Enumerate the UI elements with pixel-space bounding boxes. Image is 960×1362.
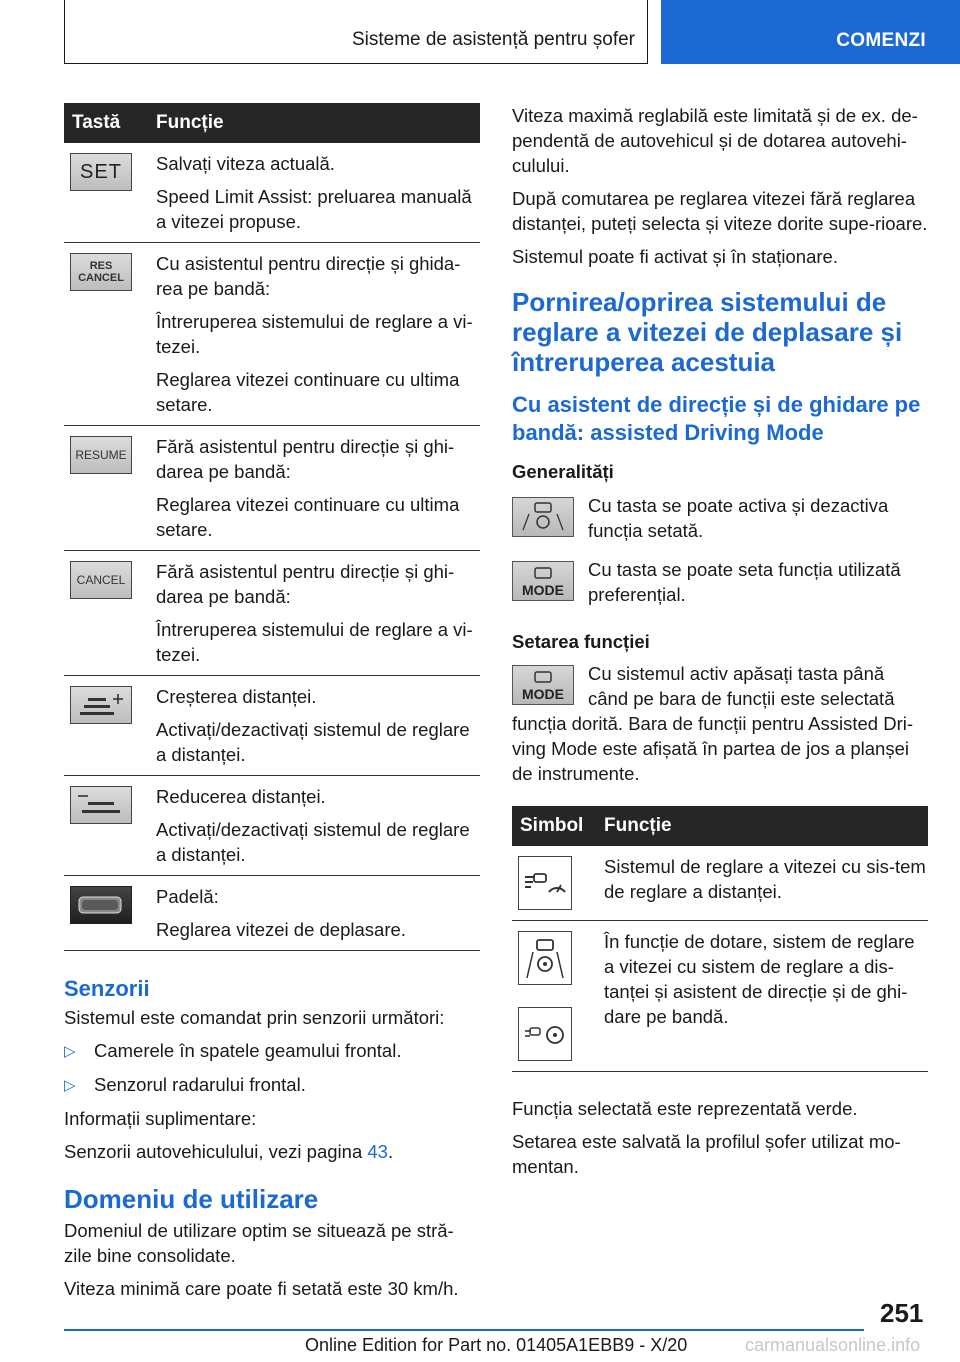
edition-text: Online Edition for Part no. 01405A1EBB9 - X/20 (305, 1335, 688, 1355)
cancel-key-icon: CANCEL (70, 561, 132, 599)
set-key-icon: SET (70, 153, 132, 191)
table-row (64, 876, 480, 951)
symbol-table (512, 806, 928, 1072)
table-row (64, 143, 480, 243)
triangle-bullet-icon: ▷ (64, 1043, 76, 1060)
usage-paragraph-2: Viteza minimă care poate fi setată este 30 km/h. (64, 1278, 459, 1299)
key-description (512, 493, 928, 543)
sensors-section (64, 975, 480, 1164)
table-row (64, 676, 480, 776)
right-paragraph-3: Sistemul poate fi activat și în staționare. (512, 246, 838, 267)
bullet-text: Camerele în spatele geamului frontal. (94, 1040, 402, 1061)
row-line: Fără asistentul pentru direcție și ghi-darea pe bandă: (156, 561, 455, 607)
steering-assist-symbol-icon (518, 1007, 572, 1061)
row-line: Reglarea vitezei de deplasare. (156, 919, 406, 940)
table-row (64, 426, 480, 551)
key2-text: Cu tasta se poate seta funcția utilizată preferențial. (588, 559, 901, 605)
row-line: Creșterea distanței. (156, 686, 317, 707)
key-table (64, 103, 480, 951)
page-link[interactable]: 43 (367, 1141, 388, 1162)
reference-text: Senzorii autovehiculului, vezi pagina (64, 1141, 368, 1162)
distance-increase-icon (70, 686, 132, 724)
row-line: Reducerea distanței. (156, 786, 326, 807)
mode-key-icon (512, 561, 574, 601)
distance-decrease-icon (70, 786, 132, 824)
row-line: Salvați viteza actuală. (156, 153, 335, 174)
mode-label: MODE (522, 686, 564, 702)
triangle-bullet-icon: ▷ (64, 1077, 76, 1094)
section-title: Sisteme de asistență pentru șofer (351, 29, 635, 50)
right-paragraph-4: Funcția selectată este reprezentată verde. (512, 1098, 858, 1119)
key-description (512, 557, 928, 607)
symbol-row-text: În funcție de dotare, sistem de reglare a vitezei cu sistem de reglare a dis-tanței și asistent de direcție și de ghi-dare pe bandă. (604, 931, 915, 1027)
row-line: Speed Limit Assist: preluarea manuală a vitezei propuse. (156, 186, 472, 232)
bullet-text: Senzorul radarului frontal. (94, 1074, 306, 1095)
key-description (512, 661, 928, 786)
main-heading: Pornirea/oprirea sistemului de reglare a vitezei de deplasare și întreruperea acestuia (512, 287, 903, 377)
header-section-title (64, 0, 648, 64)
symbol-table-header-symbol: Simbol (512, 806, 596, 846)
row-line: Reglarea vitezei continuare cu ultima setare. (156, 369, 460, 415)
row-line: Cu asistentul pentru direcție și ghida-rea pe bandă: (156, 253, 461, 299)
table-row (64, 243, 480, 426)
row-line: Întreruperea sistemului de reglare a vi-tezei. (156, 619, 473, 665)
key3-text: Cu sistemul activ apăsați tasta până când pe bara de funcții este selectată funcția dorită. Bara de funcții pentru Assisted Dri-ving Mode este afișată în partea de jos a planșei de instrumente. (512, 663, 914, 784)
chapter-label: COMENZI (836, 30, 926, 51)
list-item (64, 1072, 480, 1098)
sub-heading: Cu asistent de direcție și de ghidare pe bandă: assisted Driving Mode (512, 392, 921, 445)
sensors-reference (64, 1139, 480, 1164)
assisted-driving-key-icon (512, 497, 574, 537)
footer-divider (64, 1329, 864, 1331)
page-number: 251 (880, 1298, 924, 1328)
right-paragraph-2: După comutarea pe reglarea vitezei fără reglarea distanței, puteți selecta și viteze dorite supe-rioare. (512, 188, 928, 234)
row-line: Întreruperea sistemului de reglare a vi-tezei. (156, 311, 473, 357)
usage-paragraph-1: Domeniul de utilizare optim se situează pe stră-zile bine consolidate. (64, 1220, 454, 1266)
acc-distance-symbol-icon (518, 856, 572, 910)
key-table-header-function: Funcție (148, 103, 480, 143)
right-column (512, 103, 928, 1179)
right-paragraph-1: Viteza maximă reglabilă este limitată și de ex. de-pendentă de autovehicul și de dotarea autovehi-culului. (512, 105, 918, 176)
right-paragraph-5: Setarea este salvată la profilul șofer utilizat mo-mentan. (512, 1131, 901, 1177)
paddle-icon (70, 886, 132, 924)
table-row (64, 776, 480, 876)
sensors-intro: Sistemul este comandat prin senzorii următori: (64, 1007, 445, 1028)
key-table-header-key: Tastă (64, 103, 148, 143)
sensors-heading: Senzorii (64, 976, 150, 1001)
general-heading: Generalități (512, 461, 614, 482)
table-row (512, 921, 928, 1072)
setting-heading: Setarea funcției (512, 631, 650, 652)
watermark-text: carmanualsonline.info (745, 1335, 921, 1355)
row-line: Reglarea vitezei continuare cu ultima setare. (156, 494, 460, 540)
reference-end: . (387, 1141, 394, 1162)
usage-section (64, 1184, 480, 1301)
mode-label: MODE (522, 582, 564, 598)
table-row (64, 551, 480, 676)
symbol-row-text: Sistemul de reglare a vitezei cu sis-tem de reglare a distanței. (604, 856, 926, 902)
row-line: Activați/dezactivați sistemul de reglare a distanței. (156, 819, 470, 865)
left-column (64, 103, 480, 1301)
resume-key-icon: RESUME (70, 436, 132, 474)
assisted-driving-symbol-icon (518, 931, 572, 985)
usage-heading: Domeniu de utilizare (64, 1184, 319, 1214)
more-info-label: Informații suplimentare: (64, 1108, 257, 1129)
res-cancel-key-icon: RES CANCEL (70, 253, 132, 291)
row-line: Activați/dezactivați sistemul de reglare a distanței. (156, 719, 470, 765)
list-item (64, 1038, 480, 1064)
key1-text: Cu tasta se poate activa și dezactiva funcția setată. (588, 495, 889, 541)
row-line: Fără asistentul pentru direcție și ghi-darea pe bandă: (156, 436, 455, 482)
symbol-table-header-function: Funcție (596, 806, 928, 846)
mode-key-icon (512, 665, 574, 705)
row-line: Padelă: (156, 886, 219, 907)
table-row (512, 846, 928, 921)
header-chapter-tab[interactable] (661, 0, 960, 64)
